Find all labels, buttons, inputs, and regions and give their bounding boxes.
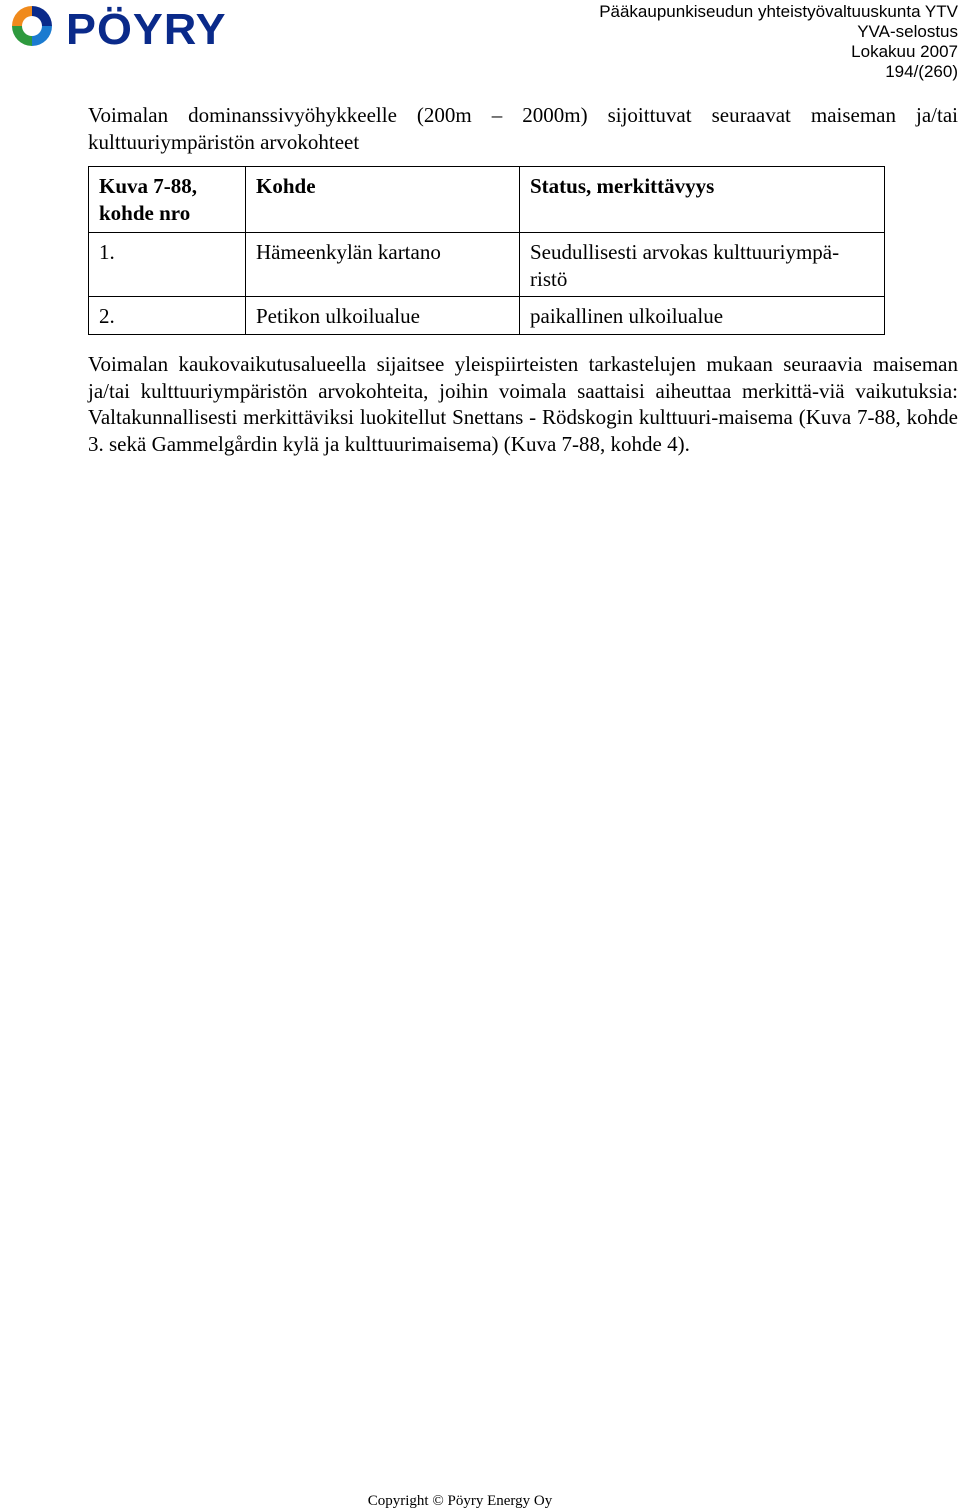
document-header	[599, 2, 958, 82]
table-header-cell: Status, merkittävyys	[520, 167, 885, 233]
table-cell: Petikon ulkoilualue	[246, 297, 520, 335]
body-paragraph: Voimalan kaukovaikutusalueella sijaitsee yleispiirteisten tarkastelujen mukaan seuraavia maiseman ja/tai kulttuuriympäristön arvokohteita, joihin voimala saattaisi aiheuttaa merkittä-viä vaikutuksia: Valtakunnallisesti merkittäviksi luokitellut Snettans - Rödskogin kulttuuri-maisema (Kuva 7-88, kohde 3. sekä Gammelgårdin kylä ja kulttuurimaisema) (Kuva 7-88, kohde 4).	[88, 352, 958, 456]
page-footer: Copyright © Pöyry Energy Oy	[367, 1493, 553, 1509]
table-cell: paikallinen ulkoilualue	[520, 297, 885, 335]
table-header-cell: Kohde	[246, 167, 520, 233]
header-document-type: YVA-selostus	[857, 22, 958, 41]
poyry-logo-text: PÖYRY	[66, 5, 227, 54]
header-date: Lokakuu 2007	[851, 42, 958, 61]
table-cell: Hämeenkylän kartano	[246, 233, 520, 297]
table-cell: 2.	[89, 297, 246, 335]
header-page-number: 194/(260)	[885, 62, 958, 81]
table-header-cell: Kuva 7-88, kohde nro	[89, 167, 246, 233]
table-header-row	[89, 167, 885, 233]
intro-paragraph: Voimalan dominanssivyöhykkeelle (200m – 2000m) sijoittuvat seuraavat maiseman ja/tai kulttuuriympäristön arvokohteet	[88, 103, 958, 154]
table-row	[89, 233, 885, 297]
table-cell: Seudullisesti arvokas kulttuuriympä-ristö	[520, 233, 885, 297]
poyry-logo-mark-icon	[2, 2, 62, 52]
header-organization: Pääkaupunkiseudun yhteistyövaltuuskunta YTV	[599, 2, 958, 21]
value-sites-table	[88, 166, 885, 335]
poyry-logo	[2, 2, 227, 54]
table-row	[89, 297, 885, 335]
table-cell: 1.	[89, 233, 246, 297]
